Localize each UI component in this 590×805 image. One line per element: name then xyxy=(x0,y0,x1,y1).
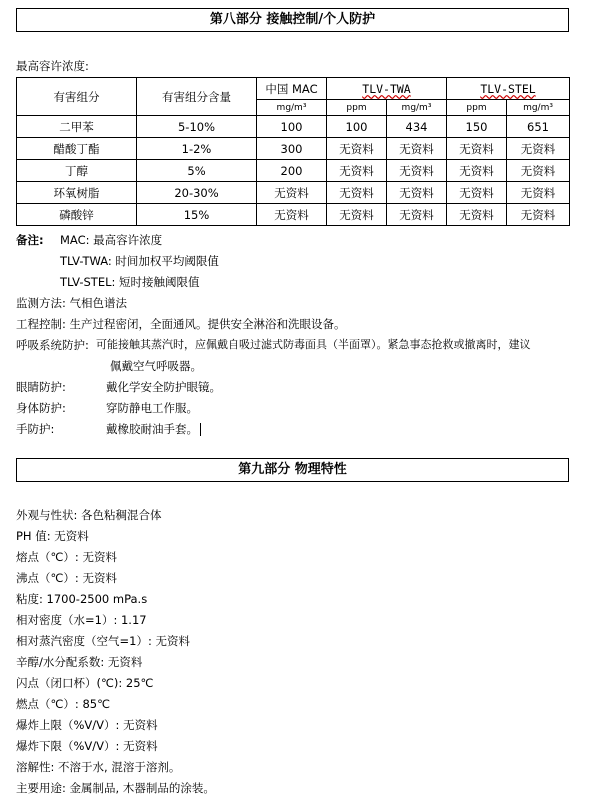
header-china-mac: 中国 MAC xyxy=(257,78,327,100)
cell-mac: 无资料 xyxy=(257,204,327,226)
hand-protection-row xyxy=(106,421,201,437)
unit-stel-ppm: ppm xyxy=(447,100,507,116)
text-cursor xyxy=(200,423,201,436)
table-row xyxy=(17,138,570,160)
header-tlv-twa: TLV-TWA xyxy=(327,78,447,100)
cell-twa-mg: 无资料 xyxy=(387,138,447,160)
cell-twa-mg: 434 xyxy=(387,116,447,138)
property-line: PH 值: 无资料 xyxy=(16,529,89,543)
cell-name: 二甲苯 xyxy=(17,116,137,138)
unit-stel-mg: mg/m³ xyxy=(507,100,570,116)
cell-content: 20-30% xyxy=(137,182,257,204)
table-row xyxy=(17,116,570,138)
hand-protection-text: 戴橡胶耐油手套。 xyxy=(106,422,198,436)
cell-stel-mg: 无资料 xyxy=(507,182,570,204)
property-line: 爆炸上限（%V/V）: 无资料 xyxy=(16,718,158,732)
cell-name: 磷酸锌 xyxy=(17,204,137,226)
property-line: 相对密度（水=1）: 1.17 xyxy=(16,613,147,627)
cell-twa-mg: 无资料 xyxy=(387,204,447,226)
property-line: 闪点（闭口杯）(℃): 25℃ xyxy=(16,676,154,690)
cell-mac: 100 xyxy=(257,116,327,138)
mac-label: 最高容许浓度: xyxy=(16,59,89,73)
unit-mac-mg: mg/m³ xyxy=(257,100,327,116)
property-line: 主要用途: 金属制品, 木器制品的涂装。 xyxy=(16,781,215,795)
respiratory-text-2: 佩戴空气呼吸器。 xyxy=(110,359,202,373)
property-line: 粘度: 1700-2500 mPa.s xyxy=(16,592,148,606)
cell-stel-mg: 无资料 xyxy=(507,138,570,160)
hand-protection-label: 手防护: xyxy=(16,422,55,436)
property-line: 熔点（℃）: 无资料 xyxy=(16,550,117,564)
cell-stel-ppm: 无资料 xyxy=(447,138,507,160)
table-row xyxy=(17,182,570,204)
property-line: 沸点（℃）: 无资料 xyxy=(16,571,117,585)
eye-protection-label: 眼睛防护: xyxy=(16,380,66,394)
table-row xyxy=(17,204,570,226)
property-line: 燃点（℃）: 85℃ xyxy=(16,697,110,711)
cell-content: 1-2% xyxy=(137,138,257,160)
cell-twa-ppm: 无资料 xyxy=(327,182,387,204)
cell-name: 丁醇 xyxy=(17,160,137,182)
cell-mac: 200 xyxy=(257,160,327,182)
header-tlv-stel: TLV-STEL xyxy=(447,78,570,100)
respiratory-text-1: 可能接触其蒸汽时，应佩戴自吸过滤式防毒面具（半面罩）。紧急事态抢救或撤离时，建议 xyxy=(96,338,531,351)
cell-stel-mg: 无资料 xyxy=(507,160,570,182)
cell-stel-ppm: 150 xyxy=(447,116,507,138)
property-line: 相对蒸汽密度（空气=1）: 无资料 xyxy=(16,634,190,648)
cell-twa-mg: 无资料 xyxy=(387,160,447,182)
monitoring-method: 监测方法: 气相色谱法 xyxy=(16,296,128,310)
notes-label: 备注: xyxy=(16,233,44,247)
cell-twa-mg: 无资料 xyxy=(387,182,447,204)
cell-twa-ppm: 100 xyxy=(327,116,387,138)
property-line: 溶解性: 不溶于水, 混溶于溶剂。 xyxy=(16,760,181,774)
respiratory-label: 呼吸系统防护: xyxy=(16,338,89,352)
section-8-title: 第八部分 接触控制/个人防护 xyxy=(16,8,569,32)
cell-content: 15% xyxy=(137,204,257,226)
property-line: 辛醇/水分配系数: 无资料 xyxy=(16,655,143,669)
body-protection-label: 身体防护: xyxy=(16,401,66,415)
cell-name: 醋酸丁酯 xyxy=(17,138,137,160)
cell-twa-ppm: 无资料 xyxy=(327,160,387,182)
cell-stel-mg: 651 xyxy=(507,116,570,138)
cell-mac: 无资料 xyxy=(257,182,327,204)
unit-twa-ppm: ppm xyxy=(327,100,387,116)
eye-protection-text: 戴化学安全防护眼镜。 xyxy=(106,380,221,394)
cell-twa-ppm: 无资料 xyxy=(327,138,387,160)
cell-name: 环氧树脂 xyxy=(17,182,137,204)
header-content: 有害组分含量 xyxy=(137,78,257,116)
cell-content: 5% xyxy=(137,160,257,182)
property-line: 外观与性状: 各色粘稠混合体 xyxy=(16,508,162,522)
section-9-title: 第九部分 物理特性 xyxy=(16,458,569,482)
property-line: 爆炸下限（%V/V）: 无资料 xyxy=(16,739,158,753)
cell-stel-ppm: 无资料 xyxy=(447,182,507,204)
note-stel: TLV-STEL: 短时接触阈限值 xyxy=(60,275,200,289)
header-component: 有害组分 xyxy=(17,78,137,116)
cell-stel-ppm: 无资料 xyxy=(447,160,507,182)
cell-stel-ppm: 无资料 xyxy=(447,204,507,226)
cell-content: 5-10% xyxy=(137,116,257,138)
table-row xyxy=(17,160,570,182)
unit-twa-mg: mg/m³ xyxy=(387,100,447,116)
cell-stel-mg: 无资料 xyxy=(507,204,570,226)
cell-twa-ppm: 无资料 xyxy=(327,204,387,226)
engineering-control: 工程控制: 生产过程密闭，全面通风。提供安全淋浴和洗眼设备。 xyxy=(16,317,346,331)
note-twa: TLV-TWA: 时间加权平均阈限值 xyxy=(60,254,219,268)
body-protection-text: 穿防静电工作服。 xyxy=(106,401,198,415)
cell-mac: 300 xyxy=(257,138,327,160)
note-mac: MAC: 最高容许浓度 xyxy=(60,233,163,247)
exposure-limits-table xyxy=(16,77,570,226)
